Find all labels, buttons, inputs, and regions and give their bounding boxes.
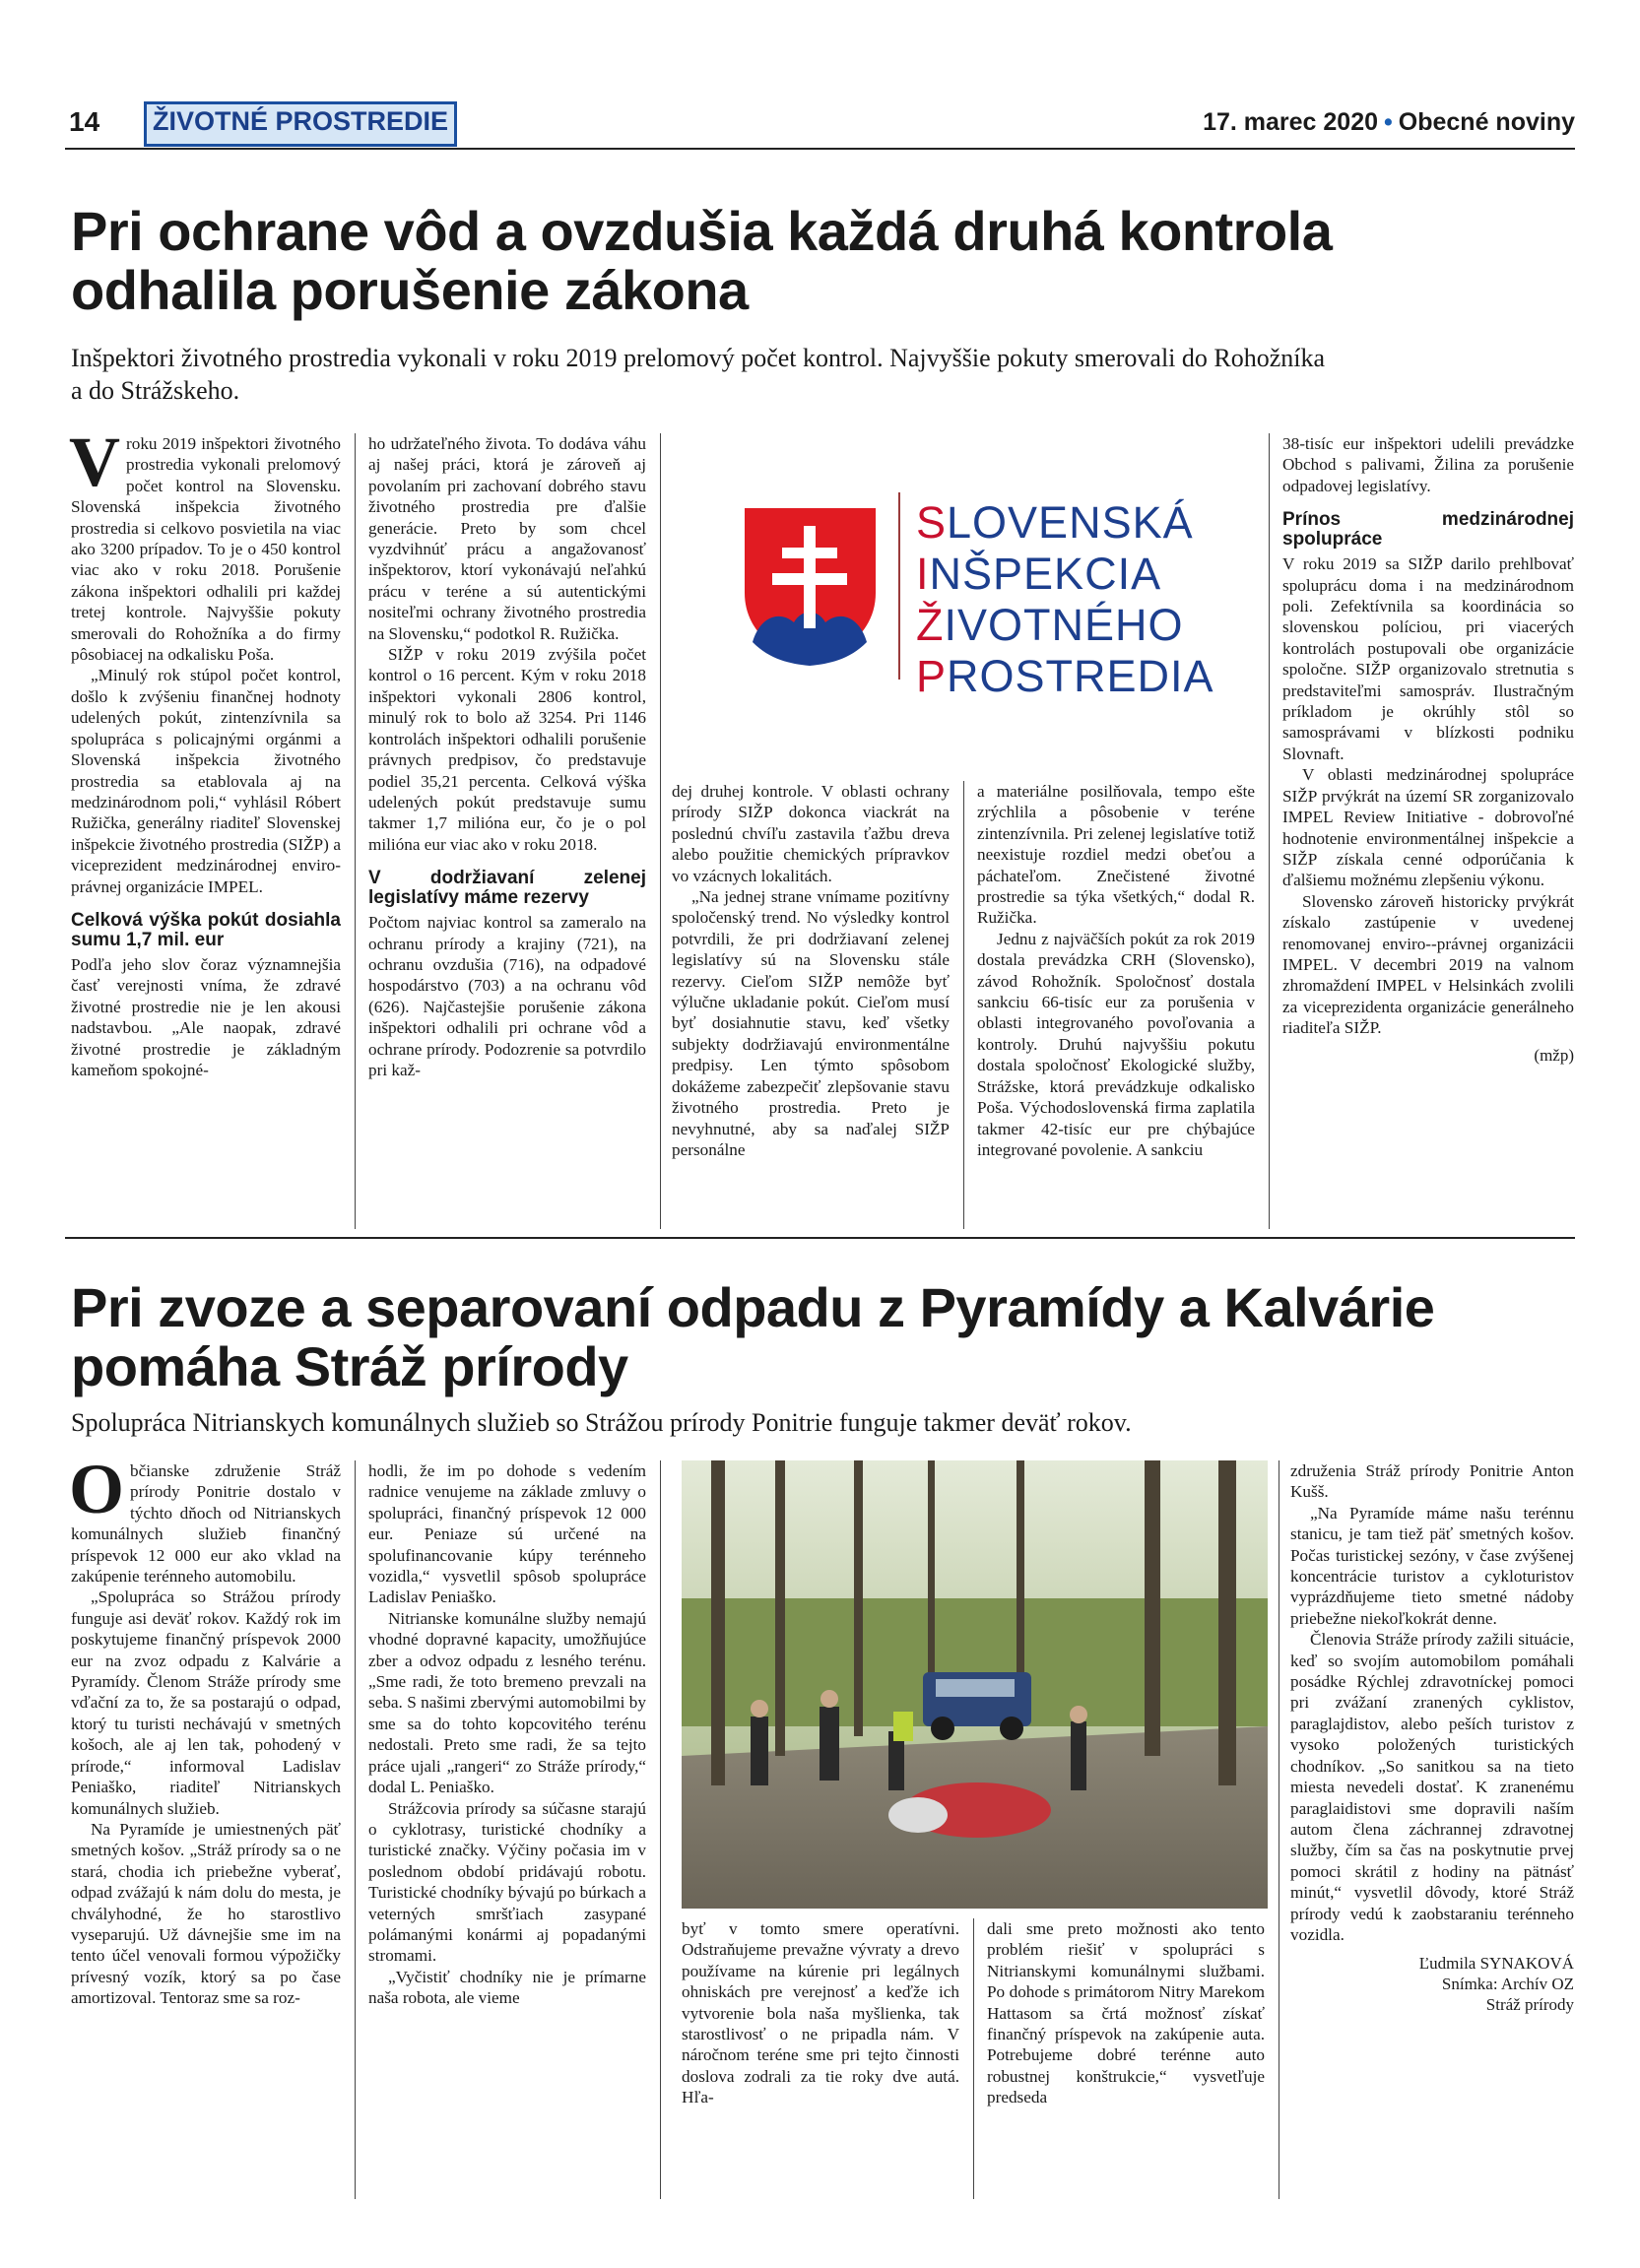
article2-lead: Spolupráca Nitrianskych komunálnych služieb so Strážou prírody Ponitrie funguje takmer deväť rokov. [71,1408,1132,1437]
author-name: Ľudmila SYNAKOVÁ [1418,1954,1574,1974]
article2-column-2 [368,1460,646,2009]
column-rule [973,1918,974,2199]
rescue-photo [682,1460,1268,1909]
paragraph: Strážcovia prírody sa súčasne starajú o cyklotrasy, turistické chodníky a turistické značky. Výčiny počasia im v poslednom období pridávajú robotu. Turistické chodníky bývajú po búrkach a veterných smršťiach zasypané polámanými konármi aj popadanými stromami. [368,1798,646,1966]
logo-letter: P [916,651,948,701]
article1-lead-line2: a do Strážskeho. [71,376,240,405]
subheading: Celková výška pokút dosiahla sumu 1,7 mil. eur [71,909,341,950]
paragraph: „Na Pyramíde máme našu terénnu stanicu, je tam tiež päť smetných košov. Počas turistickej sezóny, v čase zvýšenej koncentrácie turistov a cykloturistov vyprázdňujeme tieto smetné nádoby priebežne niekoľkokrát denne. [1290,1503,1574,1628]
article2-column-3 [682,1918,959,2108]
separator-dot: • [1384,108,1393,136]
column-rule [355,1460,356,2199]
logo-letter: S [916,497,948,548]
paragraph: Na Pyramíde je umiestnených päť smetných košov. „Stráž prírody sa o ne stará, chodia ich priebežne vyberať, odpad zvážajú k nám dolu do mesta, je chvályhodné, že ho starostlivo vyseparujú. Už dávnejšie sme im na tento účel venovali formou výpožičky prívesný vozík, ktorý sa po čase amortizoval. Tentoraz sme sa roz- [71,1819,341,2008]
paragraph: V oblasti medzinárodnej spolupráce SIŽP prvýkrát na území SR zorganizovalo IMPEL Review Initiative - dobrovoľné hodnotenie environmentálnej inšpekcie a SIŽP získala cenné odporúčania k ďalšiemu možnému zlepšeniu výkonu. [1282,765,1574,890]
issue-info [1203,108,1575,137]
paragraph: Členovia Stráže prírody zažili situácie, keď so svojím automobilom pomáhali posádke Rýchlej zdravotníckej pomoci pri zvážaní zranených cyklistov, paraglajdistov, alebo peších turistov z vysoko položených turistických chodníkov. „So sanitkou sa na tieto miesta nevedeli dostať. K zranenému paraglaidistovi sme dopravili naším autom člena záchrannej zdravotnej služby, čím sa čas na poskytnutie prvej pomoci skrátil z hodiny na pätnásť minút,“ vysvetlil dôvody, ktoré Stráž prírody vedú k zaobstaraniu terénneho vozidla. [1290,1630,1574,1944]
paragraph: hodli, že im po dohode s vedením radnice venujeme na základe zmluvy o spolupráci, finančný príspevok 12 000 eur. Peniaze sú určené na spolufinancovanie kúpy terénneho vozidla,“ vysvetlil spôsob spolupráce Ladislav Peniaško. [368,1461,646,1607]
article2-column-5 [1290,1460,1574,2015]
subheading: V dodržiavaní zelenej legislatívy máme rezervy [368,868,646,909]
column-rule [963,781,964,1229]
column-rule [355,433,356,1229]
article1-column-4 [977,781,1255,1160]
paragraph: „Minulý rok stúpol počet kontrol, došlo k zvýšeniu finančnej hodnoty udelených pokút, zintenzívnila sa spolupráca s policajnými orgánmi a Slovenská inšpekcia životného prostredia sa etablovala aj na medzinárodnom poli,“ vyhlásil Róbert Ružička, generálny riaditeľ Slovenskej inšpekcie životného prostredia (SIŽP) a viceprezident medzinárodnej enviro-právnej organizácie IMPEL. [71,666,341,896]
paragraph: V roku 2019 sa SIŽP darilo prehlbovať spoluprácu doma i na medzinárodnom poli. Zefektívnila sa koordinácia so slovenskou políciou, pri viacerých kontrolách postupovali obe organizácie spoločne. SIŽP organizovalo stretnutia s predstaviteľmi samospráv. Ilustračným príkladom je okrúhly stôl so samosprávami v blízkosti podniku Slovnaft. [1282,554,1574,763]
column-rule [660,1460,661,2199]
paragraph: SIŽP v roku 2019 zvýšila počet kontrol o 16 percent. Kým v roku 2018 inšpektori vykonali 2806 kontrol, minulý rok to bolo až 3254. Pri 1146 kontrolách inšpektori odhalili porušenie právnych predpisov, čo predstavuje podiel 35,21 percenta. Celková výška udelených pokút predstavuje sumu takmer 1,7 milióna eur, čo je o pol milióna eur viac ako v roku 2018. [368,645,646,854]
paragraph: 38-tisíc eur inšpektori udelili prevádzke Obchod s palivami, Žilina za porušenie odpadovej legislatívy. [1282,434,1574,495]
header-rule [65,148,1575,150]
section-label: ŽIVOTNÉ PROSTREDIE [144,101,457,147]
logo-word: ROSTREDIA [947,651,1214,701]
paragraph: ho udržateľného života. To dodáva váhu aj našej práci, ktorá je zároveň aj povolaním pri zachovaní dobrého stavu životného prostredia pre ďalšie generácie. Preto by som chcel vyzdvihnúť prácu a angažovanosť inšpektorov, ktorí vykonávajú neľahkú prácu v teréne a sú autentickými nositeľmi ochrany životného prostredia na Slovensku,“ podotkol R. Ružička. [368,434,646,643]
page-number: 14 [69,106,100,137]
logo-letter: I [916,549,930,599]
article1-column-1 [69,422,341,1080]
paragraph: byť v tomto smere operatívni. Odstraňujeme prevažne vývraty a drevo používame na kúrenie pri legálnych ohniskách pre verejnosť a keďže ich vytvorenie bola naša myšlienka, tak starostlivosť o ne pripadla nám. V náročnom teréne sme pri tejto činnosti doslova zodrali za tie roky dve autá. Hľa- [682,1919,959,2107]
article1-column-2 [368,433,646,1080]
article1-signature: (mžp) [1534,1045,1574,1065]
publication-name: Obecné noviny [1398,108,1575,136]
article1-title-line1: Pri ochrane vôd a ovzdušia každá druhá kontrola [71,200,1333,262]
article2-column-4 [987,1918,1265,2108]
article2-title-line1: Pri zvoze a separovaní odpadu z Pyramídy a Kalvárie [71,1276,1435,1338]
logo-word: LOVENSKÁ [947,497,1194,548]
paragraph: Nitrianske komunálne služby nemajú vhodné dopravné kapacity, umožňujúce zber a odvoz odpadu z lesného terénu. „Sme radi, že toto bremeno prevzali na seba. S našimi zbervými automobilmi by sme sa do tohto kopcovitého terénu nedostali. Preto sme radi, že sa tejto práce ujali „rangeri“ zo Stráže prírody,“ dodal L. Peniaško. [368,1608,646,1797]
paragraph: „Vyčistiť chodníky nie je prímarne naša robota, ale vieme [368,1967,646,2008]
paragraph: dej druhej kontrole. V oblasti ochrany prírody SIŽP dokonca viackrát na poslednú chvíľu zastavila ťažbu dreva alebo použitie chemických prípravkov vo vzácnych lokalitách. [672,782,950,885]
paragraph: „Spolupráca so Strážou prírody funguje asi deväť rokov. Každý rok im poskytujeme finančný príspevok 2000 eur na zvoz odpadu z Kalvárie a Pyramídy. Členom Stráže prírody sme vďační za to, že sa postarajú o odpad, ktorý tu turisti nechávajú v smetných košoch, ale aj len tak, pohodený v prírode,“ informoval Ladislav Peniaško, riaditeľ Nitrianskych komunálnych služieb. [71,1588,341,1818]
article1-lead [71,342,1568,407]
article1-title [71,202,1332,320]
paragraph: „Na jednej strane vnímame pozitívny spoločenský trend. No výsledky kontrol potvrdili, že pri dodržiavaní zelenej legislatívy sú na Slovensku stále rezervy. Cieľom SIŽP nemôže byť výlučne ukladanie pokút. Cieľom musí byť dosiahnutie stavu, keď všetky subjekty dodržiavajú environmentálne predpisy. Len týmto spôsobom dokážeme zabezpečiť zlepšovanie stavu životného prostredia. Preto je nevyhnutné, aby sa naďalej SIŽP personálne [672,887,950,1159]
sizp-logo [739,473,1214,701]
dropcap: V [69,422,120,501]
paragraph: dali sme preto možnosti ako tento problém riešiť v spolupráci s Nitrianskymi komunálnymi službami. Po dohode s primátorom Nitry Marekom Hattasom sa črtá možnosť získať finančný príspevok na zakúpenie auta. Potrebujeme dobré terénne auto robustnej konštrukcie,“ vysvetľuje predseda [987,1919,1265,2107]
column-rule [660,433,661,1229]
issue-date: 17. marec 2020 [1203,108,1379,136]
article2-column-1 [69,1450,341,2009]
article2-title [71,1278,1434,1396]
photo-credit: Snímka: Archív OZ [1441,1975,1574,1994]
article1-column-5 [1282,433,1574,1066]
article1-lead-line1: Inšpektori životného prostredia vykonali v roku 2019 prelomový počet kontrol. Najvyššie pokuty smerovali do Rohožníka [71,344,1326,372]
photo-credit-line2: Stráž prírody [1485,1995,1574,2015]
paragraph: Počtom najviac kontrol sa zameralo na ochranu prírody a krajiny (721), na ochranu ovzdušia (716), na odpadové hospodárstvo (703) a na ochranu vôd (626). Najčastejšie porušenie zákona inšpektori odhalili pri ochrane vôd a ochrane prírody. Podozrenie sa potvrdilo pri kaž- [368,913,646,1079]
forest-scene-image [682,1460,1268,1909]
logo-word: NŠPEKCIA [929,549,1162,599]
article1-column-3 [672,781,950,1160]
article-divider [65,1237,1575,1239]
logo-wordmark [916,497,1214,702]
paragraph: bčianske združenie Stráž prírody Ponitrie dostalo v týchto dňoch od Nitrianskych komunálnych služieb finančný príspevok 12 000 eur ako vklad na zakúpenie terénneho automobilu. [71,1461,341,1587]
paragraph: Podľa jeho slov čoraz významnejšia časť verejnosti vníma, že zdravé životné prostredie nie je len akousi nadstavbou. „Ale naopak, zdravé životné prostredie je základným kameňom spokojné- [71,954,341,1079]
logo-divider [898,492,900,680]
subheading: Prínos medzinárodnej spolupráce [1282,509,1574,551]
dropcap: O [69,1450,125,1528]
article2-title-line2: pomáha Stráž prírody [71,1335,628,1397]
paragraph: Slovensko zároveň historicky prvýkrát získalo zastúpenie v uvedenej renomovanej enviro--právnej organizácii IMPEL. V decembri 2019 na valnom zhromaždení IMPEL v Helsinkách zvolili za viceprezidenta organizácie generálneho riaditeľa SIŽP. [1282,891,1574,1038]
column-rule [1269,433,1270,1229]
article1-title-line2: odhalila porušenie zákona [71,259,749,321]
logo-word: IVOTNÉHO [944,600,1184,650]
slovak-coat-of-arms-icon [739,502,882,670]
paragraph: Jednu z najväčších pokút za rok 2019 dostala prevádzka CRH (Slovensko), závod Rohožník. Spoločnosť dostala sankciu 66-tisíc eur za porušenia v oblasti integrovaného povoľovania a kontroly. Druhú najvyššiu pokutu dostala spoločnosť Ekologické služby, Strážske, ktorá prevádzkuje odkalisko Poša. Východoslovenská firma zaplatila takmer 42-tisíc eur pre chýbajúce integrované povolenie. A sankciu [977,929,1255,1159]
paragraph: a materiálne posilňovala, tempo ešte zrýchlila a pôsobenie v teréne zintenzívnila. Pri zelenej legislatíve totiž neexistuje rozdiel medzi obeťou a páchateľom. Znečistené životné prostredie sa týka všetkých,“ dodal R. Ružička. [977,782,1255,928]
paragraph: roku 2019 inšpektori životného prostredia vykonali prelomový počet kontrol na Slovensku. Slovenská inšpekcia životného prostredia si celkovo posvietila na viac ako 3200 prípadov. To je o 450 kontrol viac ako v roku 2018. Porušenie zákona inšpektori odhalili pri každej tretej kontrole. Najvyššie pokuty smerovali do Rohožníka a do firmy pôsobiacej na odkalisku Poša. [71,434,341,665]
paragraph: združenia Stráž prírody Ponitrie Anton Kušš. [1290,1461,1574,1502]
logo-letter: Ž [916,600,945,650]
